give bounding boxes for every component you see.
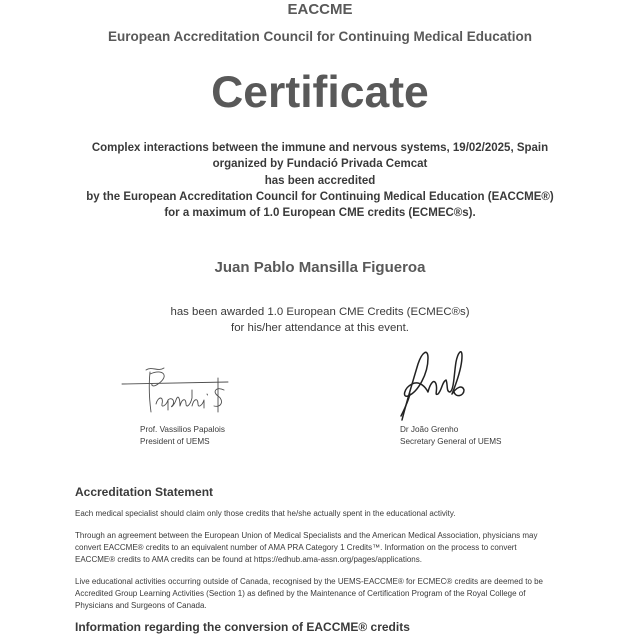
organizer-line: organized by Fundació Privada Cemcat xyxy=(212,158,428,171)
paragraph-line: convert EACCME® credits to an equivalent number of AMA PRA Category 1 Credits™. Information on the process to convert xyxy=(75,543,517,552)
award-block xyxy=(0,304,640,336)
paragraph-line: Through an agreement between the European Union of Medical Specialists and the American Medical Association, physicians may xyxy=(75,531,538,540)
signature-papalois xyxy=(118,362,233,418)
attendance-line: for his/her attendance at this event. xyxy=(231,322,409,334)
statement-paragraph xyxy=(75,508,456,520)
signatory-name: Dr João Grenho xyxy=(400,425,459,434)
signatory-name: Prof. Vassilios Papalois xyxy=(140,425,225,434)
paragraph-line: Accredited Group Learning Activities (Section 1) as defined by the Maintenance of Certification Program of the Royal College of xyxy=(75,589,526,598)
accredited-line: has been accredited xyxy=(264,174,376,187)
organization-full-name: European Accreditation Council for Continuing Medical Education xyxy=(107,29,533,44)
statement-paragraph xyxy=(75,576,543,612)
signature-grenho xyxy=(398,344,470,424)
signatory-role: Secretary General of UEMS xyxy=(400,437,502,446)
signatory-secretary-general xyxy=(400,424,501,448)
accreditation-statement-heading: Accreditation Statement xyxy=(75,485,214,499)
paragraph-line: Each medical specialist should claim only those credits that he/she actually spent in the educational activity. xyxy=(75,509,456,518)
award-line: has been awarded 1.0 European CME Credits (ECMEC®s) xyxy=(170,306,470,318)
event-line: Complex interactions between the immune and nervous systems, 19/02/2025, Spain xyxy=(91,142,549,154)
organization-acronym: EACCME xyxy=(287,1,353,18)
accreditor-line: by the European Accreditation Council for Continuing Medical Education (EACCME®) xyxy=(86,190,554,203)
credits-line: for a maximum of 1.0 European CME credits (ECMEC®s). xyxy=(164,207,476,220)
recipient-name: Juan Pablo Mansilla Figueroa xyxy=(214,259,426,276)
paragraph-line: EACCME® credits to AMA credits can be found at https://edhub.ama-assn.org/pages/applications. xyxy=(75,555,422,564)
conversion-info-heading: Information regarding the conversion of EACCME® credits xyxy=(75,620,410,634)
signatory-role: President of UEMS xyxy=(140,437,210,446)
paragraph-line: Physicians and Surgeons of Canada. xyxy=(75,601,207,610)
statement-paragraph xyxy=(75,530,537,566)
accreditation-block xyxy=(0,140,640,221)
certificate-title: Certificate xyxy=(211,68,429,117)
signatory-president xyxy=(140,424,225,448)
paragraph-line: Live educational activities occurring outside of Canada, recognised by the UEMS-EACCME® for ECMEC® credits are deemed to be xyxy=(75,577,544,586)
